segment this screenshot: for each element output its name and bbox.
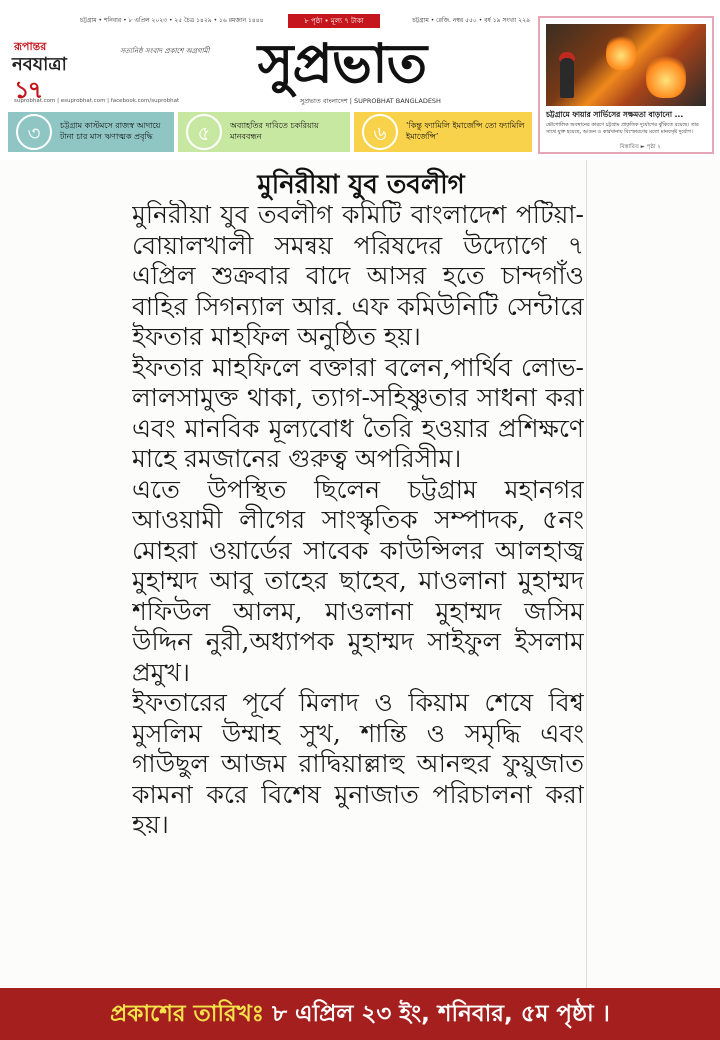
publication-date-label: প্রকাশের তারিখঃ [110, 1001, 265, 1027]
firefighter-figure [560, 58, 574, 98]
promo-continued: বিস্তারিত ► পৃষ্ঠা ২ [620, 144, 661, 150]
newspaper-subtitle: সুপ্রভাত বাংলাদেশ | SUPROBHAT BANGLADESH [300, 97, 441, 105]
front-promo-box[interactable] [538, 16, 714, 154]
inside-headlines-strip [8, 112, 532, 152]
article-paragraph: ইফতার মাহফিলে বক্তারা বলেন,পার্থিব লোভ-লালসামুক্ত থাকা, ত্যাগ-সহিষ্ণুতার সাধনা করা এবং মানবিক মূল্যবোধ তৈরি হওয়ার প্রশিক্ষণে মাহে রমজানের গুরুত্ব অপরিসীম। [132, 352, 584, 473]
web-links: suprobhat.com | esuprobhat.com | facebook.com/suprobhat [14, 98, 180, 104]
sponsor-name: নবযাত্রা [12, 54, 67, 75]
sponsor-logo: ১৭ [14, 76, 42, 104]
article-paragraph: মুনিরীয়া যুব তবলীগ কমিটি বাংলাদেশ পটিয়া- বোয়ালখালী সমন্বয় পরিষদের উদ্যোগে ৭ এপ্রিল শুক্রবার বাদে আসর হতে চান্দগাঁও বাহির সিগন্যাল আর. এফ কমিউনিটি সেন্টারে ইফতার মাহফিল অনুষ্ঠিত হয়। [132, 200, 584, 351]
newspaper-masthead [0, 0, 720, 160]
promo-headline: চট্টগ্রামে ফায়ার সার্ভিসের সক্ষমতা বাড়ানো ... [546, 110, 684, 119]
article-paragraph: ইফতারের পূর্বে মিলাদ ও কিয়াম শেষে বিশ্ব মুসলিম উম্মাহ সুখ, শান্তি ও সমৃদ্ধি এবং গাউছুল আজম রাদ্বিয়াল্লাহু আনহুর ফুয়ুজাত কামনা করে বিশেষ মুনাজাত পরিচালনা করা হয়। [132, 688, 584, 839]
page-number-badge: ৫ [186, 114, 222, 150]
column-rule [586, 160, 587, 988]
inside-headline-text: চট্টগ্রাম কাস্টমসে রাজস্ব আদায়ে টানা চার মাস ঋণাত্মক প্রবৃদ্ধি [60, 121, 161, 141]
flame-shape [646, 54, 686, 98]
publication-date-banner [0, 988, 720, 1040]
fire-photo [546, 24, 706, 106]
article-body [132, 200, 584, 988]
inside-headline-text: অব্যাহতির দাবিতে চকরিয়ায় মানববন্ধন [230, 121, 319, 141]
page-number-badge: ৩ [16, 114, 52, 150]
flame-shape [606, 34, 636, 70]
article-headline: মুনিরীয়া যুব তবলীগ [257, 170, 465, 200]
inside-headline-page-6[interactable] [354, 112, 532, 152]
promo-body: ভৌগোলিক অবস্থানের কারণে চট্টগ্রাম প্রাকৃতিক দুর্যোগের ঝুঁকিতে রয়েছে। তার সাথে যুক্ত হয়েছে, আগুন ও কারখানায় বিস্ফোরণের মতো মানবসৃষ্ট দুর্যোগ। [546, 122, 699, 135]
sponsor-tagline: রূপান্তর [14, 40, 47, 53]
price-badge: ৮ পৃষ্ঠা • মূল্য ৭ টাকা [288, 14, 380, 28]
date-line [80, 14, 530, 28]
inside-headline-text: ‘কিন্তু ফ্যামিলি ইমার্জেন্সি তো ফ্যামিলি ইমার্জেন্সি’ [406, 121, 525, 141]
article-paragraph: এতে উপস্থিত ছিলেন চট্টগ্রাম মহানগর আওয়ামী লীগের সাংস্কৃতিক সম্পাদক, ৫নং মোহরা ওয়ার্ডের সাবেক কাউন্সিলর আলহাজ্ব মুহাম্মদ আবু তাহের ছাহেব, মাওলানা মুহাম্মদ শফিউল আলম, মাওলানা মুহাম্মদ জসিম উদ্দিন নুরী,অধ্যাপক মুহাম্মদ সাইফুল ইসলাম প্রমুখ। [132, 474, 584, 687]
publication-date-value: ৮ এপ্রিল ২৩ ইং, শনিবার, ৫ম পৃষ্ঠা । [264, 1001, 610, 1027]
page-number-badge: ৬ [362, 114, 398, 150]
date-line-right: চট্টগ্রাম • রেজি. নম্বর ৫৫০ • বর্ষ ১৯ সংখ্যা ২২৯ [412, 17, 530, 24]
article-clipping [0, 160, 720, 988]
newspaper-title: সুপ্রভাত [257, 31, 427, 95]
date-line-left: চট্টগ্রাম • শনিবার • ৮ এপ্রিল ২০২৩ • ২৫ চৈত্র ১৪২৯ • ১৬ রমজান ১৪৪৪ [80, 17, 264, 24]
paper-tagline: সত্যনিষ্ঠ সংবাদ প্রকাশে অগ্রগামী [120, 47, 210, 55]
inside-headline-page-5[interactable] [178, 112, 350, 152]
inside-headline-page-3[interactable] [8, 112, 174, 152]
